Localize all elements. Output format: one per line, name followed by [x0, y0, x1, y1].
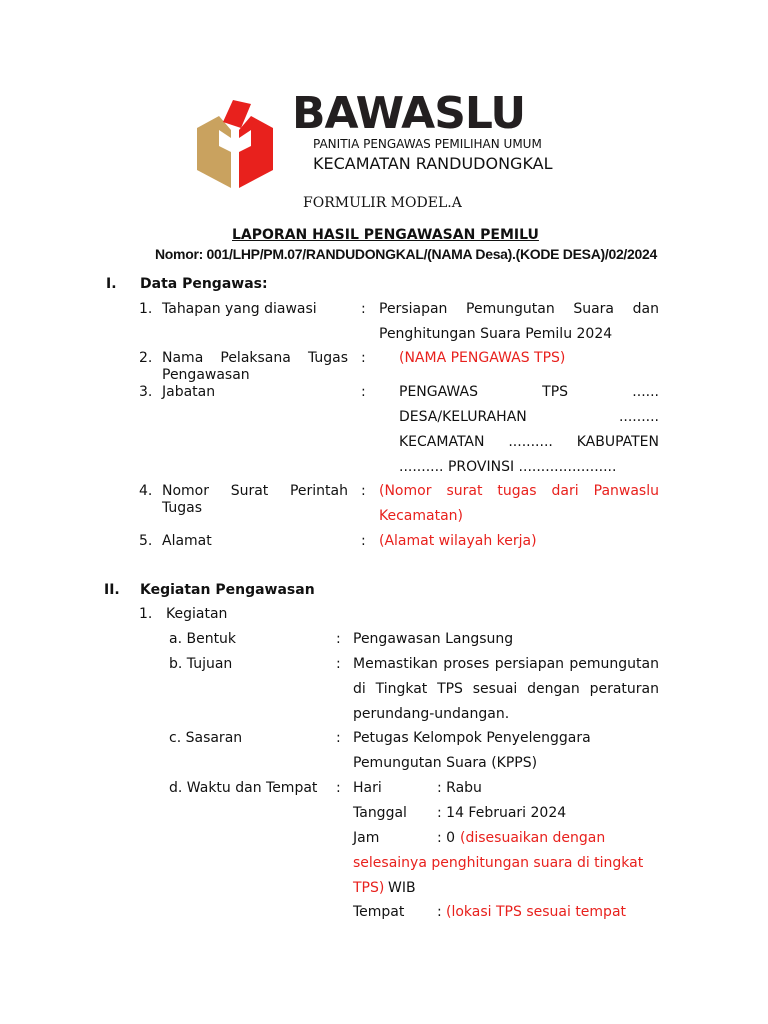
waktu-label: d. Waktu dan Tempat: [169, 780, 318, 796]
item4-number: 4.: [139, 483, 153, 499]
sasaran-colon: :: [336, 730, 341, 746]
bentuk-label: a. Bentuk: [169, 631, 237, 647]
hari-value: : Rabu: [437, 780, 482, 796]
sasaran-value-line2: Pemungutan Suara (KPPS): [353, 755, 538, 771]
item4-colon: :: [361, 483, 366, 499]
item2-label-line1: Nama Pelaksana Tugas: [162, 350, 348, 366]
item3-colon: :: [361, 384, 366, 400]
item2-value: (NAMA PENGAWAS TPS): [399, 350, 566, 366]
sasaran-label: c. Sasaran: [169, 730, 243, 746]
bawaslu-logo-icon: [195, 100, 275, 190]
tujuan-value-line1: Memastikan proses persiapan pemungutan: [353, 656, 659, 672]
jam-note-line1: (disesuaikan dengan: [460, 830, 606, 846]
item5-value: (Alamat wilayah kerja): [379, 533, 537, 549]
tujuan-value-line2: di Tingkat TPS sesuai dengan peraturan: [353, 681, 659, 697]
item3-value-line4: .......... PROVINSI ......................: [399, 459, 617, 475]
tempat-value: :: [437, 904, 442, 920]
item4-value-line1: (Nomor surat tugas dari Panwaslu: [379, 483, 659, 499]
tanggal-label: Tanggal: [353, 805, 407, 821]
bentuk-value: Pengawasan Langsung: [353, 631, 514, 647]
sasaran-value-line1: Petugas Kelompok Penyelenggara: [353, 730, 591, 746]
item4-label-line2: Tugas: [162, 500, 203, 516]
item1-value-line2: Penghitungan Suara Pemilu 2024: [379, 326, 613, 342]
logo-wordmark: BAWASLU: [292, 88, 526, 139]
item4-label-line1: Nomor Surat Perintah: [162, 483, 348, 499]
section1-number: I.: [106, 276, 117, 292]
item3-value-line1: PENGAWAS TPS ......: [399, 384, 659, 400]
item2-colon: :: [361, 350, 366, 366]
item3-label: Jabatan: [162, 384, 216, 400]
jam-label: Jam: [353, 830, 380, 846]
jam-note-line2: selesainya penghitungan suara di tingkat: [353, 855, 644, 871]
jam-note-line3: TPS): [353, 880, 385, 896]
tujuan-colon: :: [336, 656, 341, 672]
jam-suffix: WIB: [388, 880, 416, 896]
item3-value-line3: KECAMATAN .......... KABUPATEN: [399, 434, 659, 450]
item2-label-line2: Pengawasan: [162, 367, 250, 383]
sub1-number: 1.: [139, 606, 153, 622]
form-title: FORMULIR MODEL.A: [303, 195, 462, 211]
report-title: LAPORAN HASIL PENGAWASAN PEMILU: [232, 227, 539, 243]
tempat-note: (lokasi TPS sesuai tempat: [446, 904, 627, 920]
tanggal-value: : 14 Februari 2024: [437, 805, 567, 821]
section2-title: Kegiatan Pengawasan: [140, 582, 315, 598]
tempat-label: Tempat: [353, 904, 405, 920]
section2-number: II.: [104, 582, 120, 598]
item2-number: 2.: [139, 350, 153, 366]
sub1-title: Kegiatan: [166, 606, 228, 622]
item1-number: 1.: [139, 301, 153, 317]
tujuan-value-line3: perundang-undangan.: [353, 706, 510, 722]
report-number: Nomor: 001/LHP/PM.07/RANDUDONGKAL/(NAMA Desa).(KODE DESA)/02/2024: [155, 246, 657, 262]
district-line: KECAMATAN RANDUDONGKAL: [313, 154, 553, 173]
section1-title: Data Pengawas:: [140, 276, 268, 292]
tujuan-label: b. Tujuan: [169, 656, 233, 672]
bentuk-colon: :: [336, 631, 341, 647]
item5-number: 5.: [139, 533, 153, 549]
org-line: PANITIA PENGAWAS PEMILIHAN UMUM: [313, 137, 542, 151]
item4-value-line2: Kecamatan): [379, 508, 463, 524]
item1-label: Tahapan yang diawasi: [162, 301, 317, 317]
item5-colon: :: [361, 533, 366, 549]
item3-value-line2: DESA/KELURAHAN .........: [399, 409, 659, 425]
item3-number: 3.: [139, 384, 153, 400]
item1-value-line1: Persiapan Pemungutan Suara dan: [379, 301, 659, 317]
waktu-colon: :: [336, 780, 341, 796]
item1-colon: :: [361, 301, 366, 317]
jam-value: : 0: [437, 830, 456, 846]
hari-label: Hari: [353, 780, 382, 796]
item5-label: Alamat: [162, 533, 212, 549]
